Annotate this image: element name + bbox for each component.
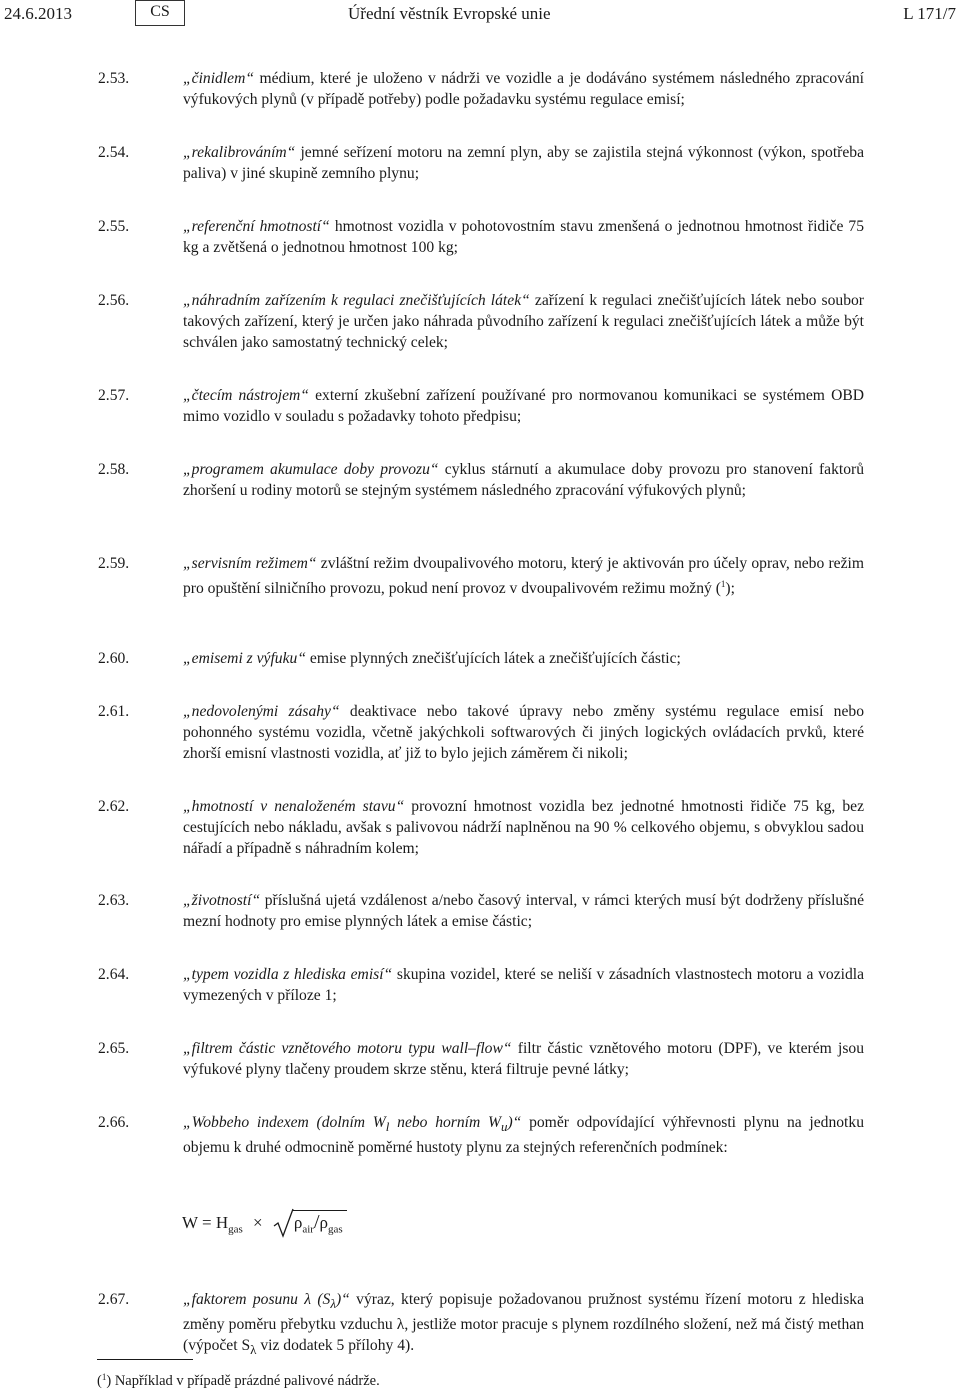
- defined-term: „servisním režimem“: [183, 555, 317, 572]
- definition-body: provozní hmotnost vozidla bez jednotné hmotnosti řidiče 75 kg, bez cestujících nebo nákladu, avšak s palivovou nádrží naplněnou na 90 % celkového objemu, s obvyklou sadou nářadí a případně s náhradním kolem;: [183, 798, 864, 857]
- term-subscript: λ: [330, 1296, 336, 1312]
- definition-text: [183, 1112, 864, 1158]
- definition-body: zvláštní režim dvoupalivového motoru, který je aktivován pro účely oprav, nebo režim pro opuštění silničního provozu, pokud není provoz v dvoupalivovém režimu možný (: [183, 555, 864, 597]
- definition-item: [98, 1289, 864, 1360]
- definition-tail: );: [725, 580, 735, 597]
- term-part: )“: [507, 1114, 522, 1131]
- item-number: 2.65.: [98, 1040, 130, 1057]
- defined-term: „náhradním zařízením k regulaci znečišťujících látek“: [183, 292, 530, 309]
- body-subscript: λ: [250, 1342, 257, 1358]
- definition-item: [98, 701, 864, 764]
- definition-text: [183, 648, 864, 669]
- defined-term: „emisemi z výfuku“: [183, 650, 306, 667]
- item-number: 2.56.: [98, 292, 130, 309]
- defined-term: „činidlem“: [183, 70, 255, 87]
- page-header: [0, 4, 960, 32]
- definition-item: [98, 1038, 864, 1080]
- definition-item: [98, 796, 864, 859]
- formula-subscript: gas: [328, 1223, 343, 1236]
- footnote: ($^1$) Například v případě prázdné palivové nádrže.: [97, 1372, 380, 1389]
- defined-term: „referenční hmotností“: [183, 218, 330, 235]
- definition-body: příslušná ujetá vzdálenost a/nebo časový interval, v rámci kterých musí být dodrženy příslušné mezní hodnoty pro emise plynných látek a emise částic;: [183, 892, 864, 930]
- definition-item: [98, 1112, 864, 1158]
- item-number: 2.64.: [98, 966, 130, 983]
- definition-body: emise plynných znečišťujících látek a znečišťujících částic;: [306, 650, 681, 667]
- item-number: 2.53.: [98, 70, 130, 87]
- defined-term: „typem vozidla z hlediska emisí“: [183, 966, 393, 983]
- definition-text: [183, 890, 864, 932]
- definition-text: [183, 142, 864, 184]
- item-number: 2.55.: [98, 218, 130, 235]
- rho-symbol: ρ: [293, 1213, 303, 1232]
- term-subscript: u: [500, 1119, 508, 1135]
- term-part: )“: [335, 1291, 350, 1308]
- item-number: 2.61.: [98, 703, 130, 720]
- definition-text: [183, 68, 864, 110]
- multiply-sign: ×: [253, 1213, 263, 1232]
- item-number: 2.59.: [98, 555, 130, 572]
- footnote-separator: [97, 1359, 193, 1360]
- definition-item: [98, 890, 864, 932]
- page-reference: L 171/7: [903, 4, 956, 23]
- item-number: 2.60.: [98, 650, 130, 667]
- item-number: 2.66.: [98, 1114, 130, 1131]
- defined-term: „programem akumulace doby provozu“: [183, 461, 439, 478]
- sqrt-radicand: [292, 1210, 347, 1236]
- definition-text: [183, 216, 864, 258]
- definition-item: [98, 648, 864, 669]
- term-part: „Wobbeho indexem (dolním W: [183, 1114, 386, 1131]
- definition-item: [98, 68, 864, 110]
- definition-body: médium, které je uloženo v nádrži ve vozidle a je dodáváno systémem následného zpracování výfukových plynů (v případě potřeby) podle požadavku systému regulace emisí;: [183, 70, 864, 108]
- definition-body: deaktivace nebo takové úpravy nebo změny systému regulace emisí nebo pohonného systému vozidla, včetně jakýchkoli softwarových či jiných logických ovládacích prvků, které zhorší emisní vlastnosti vozidla, ať již to bylo jejich záměrem či nikoli;: [183, 703, 864, 762]
- item-number: 2.58.: [98, 461, 130, 478]
- language-code-box: CS: [135, 0, 185, 26]
- definition-item: [98, 142, 864, 184]
- footnote-reference[interactable]: 1: [720, 579, 726, 589]
- definition-item: [98, 964, 864, 1006]
- definition-item: [98, 216, 864, 258]
- defined-term: „životností“: [183, 892, 261, 909]
- definition-text: [183, 1289, 864, 1360]
- defined-term: [183, 1114, 522, 1135]
- item-number: 2.63.: [98, 892, 130, 909]
- footnote-marker: 1: [101, 1372, 107, 1382]
- item-number: 2.67.: [98, 1291, 130, 1308]
- definition-body: poměr odpovídající výhřevnosti plynu na jednotku objemu k druhé odmocnině poměrné hustoty plynu za stejných referenčních podmínek:: [183, 1114, 864, 1157]
- definition-text: [183, 964, 864, 1006]
- definition-text: [183, 1038, 864, 1080]
- definition-body: výraz, který popisuje požadovanou pružnost systému řízení motoru z hlediska změny poměru přebytku vzduchu λ, jestliže motor pracuje s plynem rozdílného složení, než má čistý methan (výpočet S: [183, 1291, 864, 1355]
- defined-term: „rekalibrováním“: [183, 144, 296, 161]
- formula-subscript: air: [302, 1223, 314, 1236]
- defined-term: [183, 1291, 350, 1312]
- definition-item: [98, 553, 864, 599]
- definition-body: cyklus stárnutí a akumulace doby provozu pro stanovení faktorů zhoršení u rodiny motorů se stejným systémem následného zpracování výfukových plynů;: [183, 461, 864, 499]
- definition-text: [183, 701, 864, 764]
- definition-tail: viz dodatek 5 přílohy 4).: [256, 1337, 415, 1355]
- definition-text: [183, 553, 864, 599]
- formula-subscript: gas: [228, 1223, 243, 1236]
- defined-term: „čtecím nástrojem“: [183, 387, 309, 404]
- definition-body: hmotnost vozidla v pohotovostním stavu zmenšená o jednotnou hmotnost řidiče 75 kg a zvětšená o jednotnou hmotnost 100 kg;: [183, 218, 864, 256]
- definition-body: externí zkušební zařízení používané pro normovanou komunikaci se systémem OBD mimo vozidlo v souladu s požadavky tohoto předpisu;: [183, 387, 864, 425]
- term-subscript: l: [385, 1119, 390, 1135]
- definition-body: jemné seřízení motoru na zemní plyn, aby se zajistila stejná výkonnost (výkon, spotřeba paliva) v jiné skupině zemního plynu;: [183, 144, 864, 182]
- item-number: 2.62.: [98, 798, 130, 815]
- formula-lhs: W = H: [182, 1213, 229, 1232]
- definition-body: filtr částic vznětového motoru (DPF), ve kterém jsou výfukové plyny tlačeny proudem skrze stěnu, která filtruje pevné látky;: [183, 1040, 864, 1078]
- definition-item: [98, 385, 864, 427]
- publication-date: 24.6.2013: [4, 4, 72, 23]
- footnote-text: Například v případě prázdné palivové nádrže.: [114, 1373, 380, 1389]
- definition-item: [98, 290, 864, 353]
- defined-term: „filtrem částic vznětového motoru typu wall–flow“: [183, 1040, 512, 1057]
- definition-body: zařízení k regulaci znečišťujících látek nebo soubor takových zařízení, který je určen jako náhrada původního zařízení k regulaci znečišťujících látek a může být schválen jako samostatný technický celek;: [183, 292, 865, 351]
- definition-text: [183, 290, 864, 353]
- definition-text: [183, 459, 864, 501]
- defined-term: „nedovolenými zásahy“: [183, 703, 340, 720]
- term-part: „faktorem posunu λ (S: [183, 1291, 331, 1308]
- rho-symbol: ρ: [319, 1213, 329, 1232]
- definition-body: skupina vozidel, které se neliší v zásadních vlastnostech motoru a vozidla vymezených v příloze 1;: [183, 966, 864, 1004]
- wobbe-formula: [182, 1208, 347, 1242]
- definition-text: [183, 385, 864, 427]
- divide-sign: /: [313, 1211, 320, 1233]
- item-number: 2.57.: [98, 387, 130, 404]
- term-part: nebo horním W: [389, 1114, 501, 1131]
- item-number: 2.54.: [98, 144, 130, 161]
- definition-text: [183, 796, 864, 859]
- defined-term: „hmotností v nenaloženém stavu“: [183, 798, 405, 815]
- definition-item: [98, 459, 864, 501]
- journal-title: Úřední věstník Evropské unie: [348, 4, 551, 23]
